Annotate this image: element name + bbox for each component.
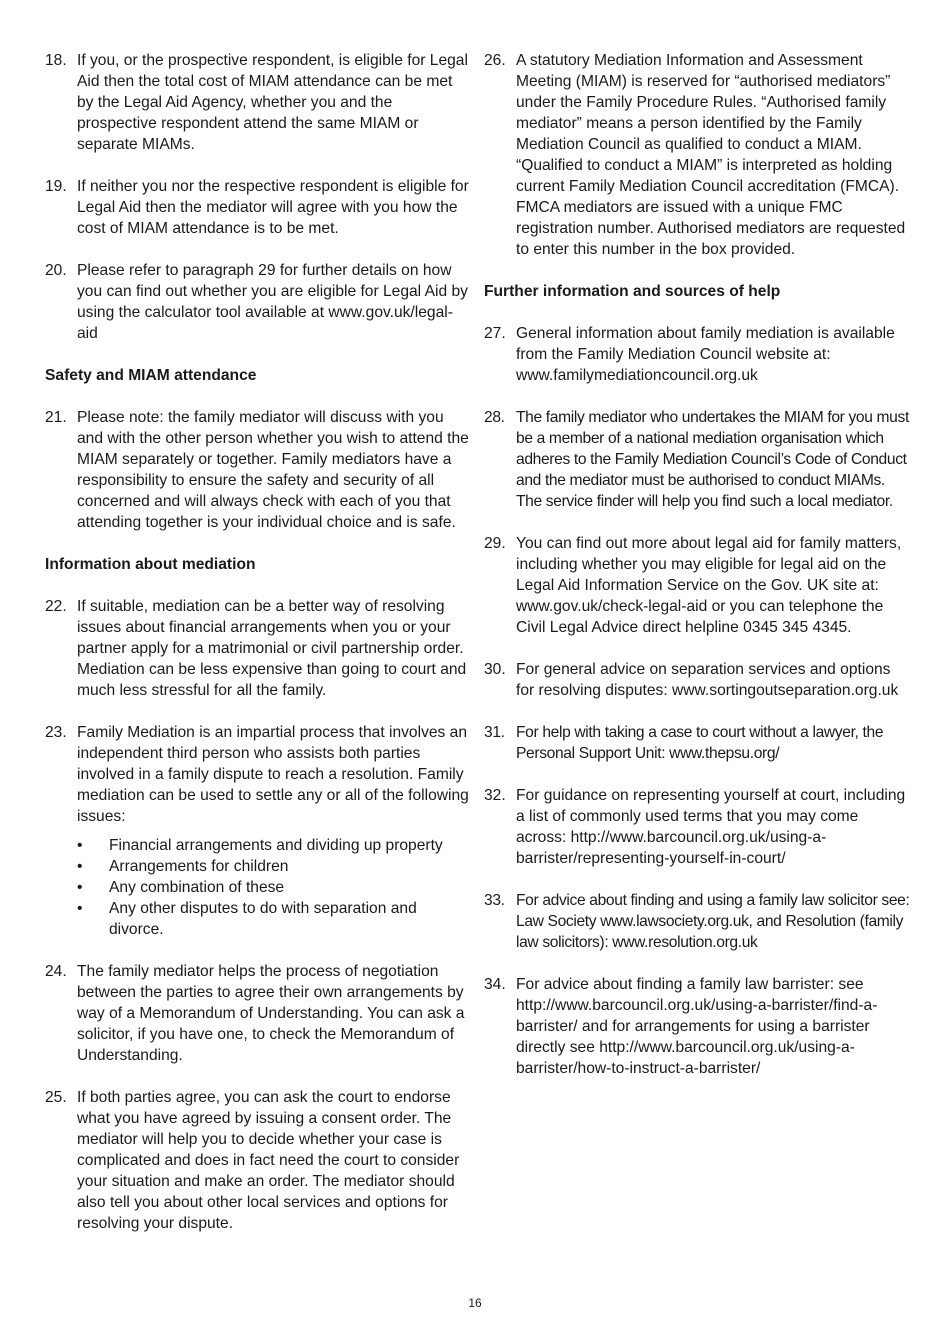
heading-safety-and-miam-attendance: Safety and MIAM attendance: [45, 367, 257, 384]
paragraph-text: A statutory Mediation Information and Assessment Meeting (MIAM) is reserved for “authorised mediators” under the Family Procedure Rules. “Authorised family mediator” means a person identified by the Family Mediation Council as qualified to conduct a MIAM. “Qualified to conduct a MIAM” is interpreted as holding current Family Mediation Council accreditation (FMCA). FMCA mediators are issued with a unique FMC registration number. Authorised mediators are requested to enter this number in the box provided.: [516, 52, 906, 258]
paragraph-number: 18.: [45, 52, 67, 69]
page-number: 16: [468, 1296, 482, 1310]
list-item: [77, 835, 470, 856]
paragraph-number: 24.: [45, 963, 67, 980]
paragraph-text: For general advice on separation services and options for resolving disputes: www.sortingoutseparation.org.uk: [516, 661, 899, 699]
paragraph-27: [484, 323, 910, 386]
paragraph-21: [45, 407, 470, 533]
heading-further-information: Further information and sources of help: [484, 283, 781, 300]
paragraph-number: 25.: [45, 1089, 67, 1106]
paragraph-number: 33.: [484, 892, 505, 909]
paragraph-text: For advice about finding and using a family law solicitor see: Law Society www.lawsociety.org.uk, and Resolution (family law solicitors): www.resolution.org.uk: [516, 892, 910, 951]
issues-bullet-list: [77, 835, 470, 940]
paragraph-29: [484, 533, 910, 638]
bullet-icon: •: [77, 837, 83, 854]
paragraph-33: [484, 890, 910, 953]
paragraph-text: For advice about finding a family law barrister: see http://www.barcouncil.org.uk/using-a-barrister/find-a-barrister/ and for arrangements for using a barrister directly see http://www.barcouncil.org.uk/using-a-barrister/how-to-instruct-a-barrister/: [516, 976, 878, 1077]
paragraph-number: 29.: [484, 535, 506, 552]
paragraph-34: [484, 974, 910, 1079]
paragraph-31: [484, 722, 910, 764]
paragraph-text: For guidance on representing yourself at court, including a list of commonly used terms that you may come across: http://www.barcouncil.org.uk/using-a-barrister/representing-yourself-in-court/: [516, 787, 906, 867]
paragraph-22: [45, 596, 470, 701]
paragraph-20: [45, 260, 470, 344]
paragraph-number: 22.: [45, 598, 67, 615]
paragraph-32: [484, 785, 910, 869]
list-item-text: Any other disputes to do with separation and divorce.: [109, 900, 417, 938]
paragraph-number: 26.: [484, 52, 506, 69]
paragraph-23: [45, 722, 470, 940]
paragraph-text: If both parties agree, you can ask the court to endorse what you have agreed by issuing a consent order. The mediator will help you to decide whether your case is complicated and does in fact need the court to consider your situation and make an order. The mediator should also tell you about other local services and options for resolving your dispute.: [77, 1089, 460, 1232]
paragraph-number: 31.: [484, 724, 505, 741]
paragraph-28: [484, 407, 910, 512]
paragraph-number: 23.: [45, 724, 67, 741]
list-item: [77, 856, 470, 877]
paragraph-19: [45, 176, 470, 239]
paragraph-text: Please refer to paragraph 29 for further details on how you can find out whether you are eligible for Legal Aid by using the calculator tool available at www.gov.uk/legal-aid: [77, 262, 468, 342]
paragraph-text: The family mediator who undertakes the MIAM for you must be a member of a national mediation organisation which adheres to the Family Mediation Council’s Code of Conduct and the mediator must be authorised to conduct MIAMs. The service finder will help you find such a local mediator.: [516, 409, 909, 510]
paragraph-number: 28.: [484, 409, 505, 426]
paragraph-25: [45, 1087, 470, 1234]
paragraph-number: 34.: [484, 976, 506, 993]
paragraph-text: Please note: the family mediator will discuss with you and with the other person whether you wish to attend the MIAM separately or together. Family mediators have a responsibility to ensure the safety and security of all concerned and will always check with each of you that attending together is your individual choice and is safe.: [77, 409, 469, 531]
paragraph-text: Family Mediation is an impartial process that involves an independent third person who assists both parties involved in a family dispute to reach a resolution. Family mediation can be used to settle any or all of the following issues:: [77, 724, 469, 825]
paragraph-30: [484, 659, 910, 701]
paragraph-24: [45, 961, 470, 1066]
list-item-text: Arrangements for children: [109, 858, 289, 875]
right-column: [484, 50, 910, 1100]
paragraph-number: 19.: [45, 178, 67, 195]
bullet-icon: •: [77, 858, 83, 875]
heading-information-about-mediation: Information about mediation: [45, 556, 256, 573]
paragraph-text: General information about family mediation is available from the Family Mediation Council website at: www.familymediationcouncil.org.uk: [516, 325, 895, 384]
left-column: [45, 50, 470, 1255]
list-item-text: Any combination of these: [109, 879, 285, 896]
list-item: [77, 898, 470, 940]
paragraph-number: 27.: [484, 325, 506, 342]
paragraph-number: 32.: [484, 787, 506, 804]
bullet-icon: •: [77, 879, 83, 896]
paragraph-text: The family mediator helps the process of negotiation between the parties to agree their own arrangements by way of a Memorandum of Understanding. You can ask a solicitor, if you have one, to check the Memorandum of Understanding.: [77, 963, 465, 1064]
list-item: [77, 877, 470, 898]
bullet-icon: •: [77, 900, 83, 917]
paragraph-26: [484, 50, 910, 260]
paragraph-text: For help with taking a case to court without a lawyer, the Personal Support Unit: www.thepsu.org/: [516, 724, 884, 762]
paragraph-text: You can find out more about legal aid for family matters, including whether you may eligible for legal aid on the Legal Aid Information Service on the Gov. UK site at: www.gov.uk/check-legal-aid or you can telephone the Civil Legal Advice direct helpline 0345 345 4345.: [516, 535, 902, 636]
paragraph-body: [77, 722, 470, 940]
paragraph-18: [45, 50, 470, 155]
paragraph-number: 20.: [45, 262, 67, 279]
paragraph-text: If you, or the prospective respondent, is eligible for Legal Aid then the total cost of MIAM attendance can be met by the Legal Aid Agency, whether you and the prospective respondent attend the same MIAM or separate MIAMs.: [77, 52, 468, 153]
paragraph-text: If suitable, mediation can be a better way of resolving issues about financial arrangements when you or your partner apply for a matrimonial or civil partnership order. Mediation can be less expensive than going to court and much less stressful for all the family.: [77, 598, 467, 699]
paragraph-number: 21.: [45, 409, 67, 426]
list-item-text: Financial arrangements and dividing up property: [109, 837, 443, 854]
paragraph-text: If neither you nor the respective respondent is eligible for Legal Aid then the mediator will agree with you how the cost of MIAM attendance is to be met.: [77, 178, 469, 237]
paragraph-number: 30.: [484, 661, 506, 678]
